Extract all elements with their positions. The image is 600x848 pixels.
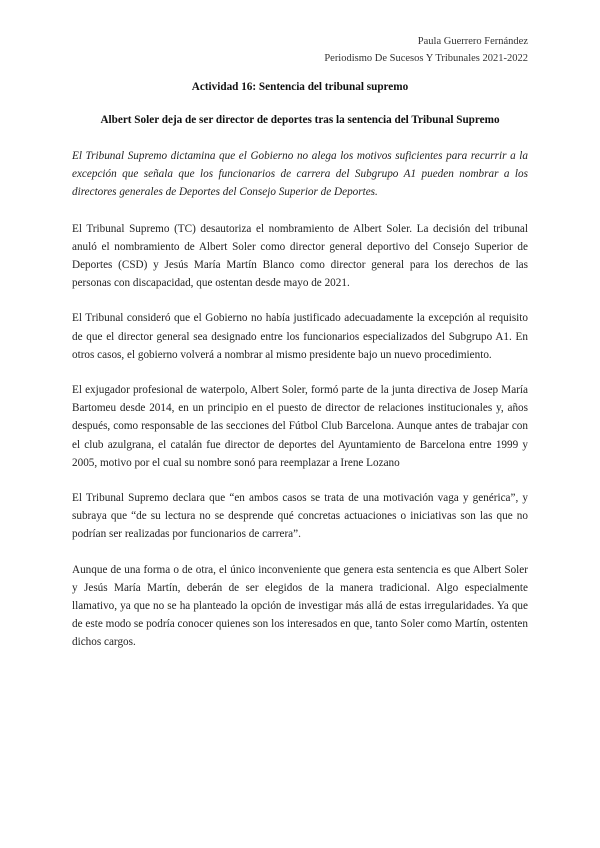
course-name: Periodismo De Sucesos Y Tribunales 2021-2022 bbox=[324, 53, 528, 64]
lead-paragraph: El Tribunal Supremo dictamina que el Gobierno no alega los motivos suficientes para recurrir a la excepción que señala que los funcionarios de carrera del Subgrupo A1 pueden nombrar a los directores generales de Deportes del Consejo Superior de Deportes. bbox=[72, 150, 528, 199]
body-paragraph-2: El Tribunal consideró que el Gobierno no había justificado adecuadamente la excepción al requisito de que el director general sea designado entre los funcionarios especializados del Subgrupo A1. En otros casos, el gobierno volverá a nombrar al mismo presidente bajo un nuevo procedimiento. bbox=[72, 312, 528, 361]
activity-title: Actividad 16: Sentencia del tribunal supremo bbox=[191, 81, 409, 93]
page-header bbox=[324, 33, 528, 67]
article-body bbox=[72, 147, 528, 669]
body-paragraph-5: Aunque de una forma o de otra, el único inconveniente que genera esta sentencia es que Albert Soler y Jesús María Martín, deberán de ser elegidos de la manera tradicional. Algo especialmente llamativo, ya que no se ha planteado la opción de investigar más allá de estas irregularidades. Ya que de este modo se podría conocer quienes son los interesados en que, tanto Soler como Martín, ostenten dichos cargos. bbox=[72, 563, 528, 649]
body-paragraph-1: El Tribunal Supremo (TC) desautoriza el nombramiento de Albert Soler. La decisión del tribunal anuló el nombramiento de Albert Soler como director general deportivo del Consejo Superior de Deportes (CSD) y Jesús María Martín Blanco como director general para los derechos de las personas con discapacidad, que ostentan desde mayo de 2021. bbox=[72, 222, 528, 290]
article-title: Albert Soler deja de ser director de deportes tras la sentencia del Tribunal Supremo bbox=[100, 114, 500, 126]
body-paragraph-3: El exjugador profesional de waterpolo, Albert Soler, formó parte de la junta directiva de Josep María Bartomeu desde 2014, en un principio en el puesto de director de relaciones institucionales y, años después, como responsable de las secciones del Fútbol Club Barcelona. Aunque antes de trabajar con el club azulgrana, el catalán fue director de deportes del Ayuntamiento de Barcelona entre 1999 y 2005, motivo por el cual su nombre sonó para reemplazar a Irene Lozano bbox=[72, 384, 528, 469]
body-paragraph-4: El Tribunal Supremo declara que “en ambos casos se trata de una motivación vaga y genérica”, y subraya que “de su lectura no se desprende qué concretas actuaciones o iniciativas son las que no podrían ser realizadas por funcionarios de carrera”. bbox=[72, 492, 528, 541]
author-name: Paula Guerrero Fernández bbox=[417, 36, 528, 47]
